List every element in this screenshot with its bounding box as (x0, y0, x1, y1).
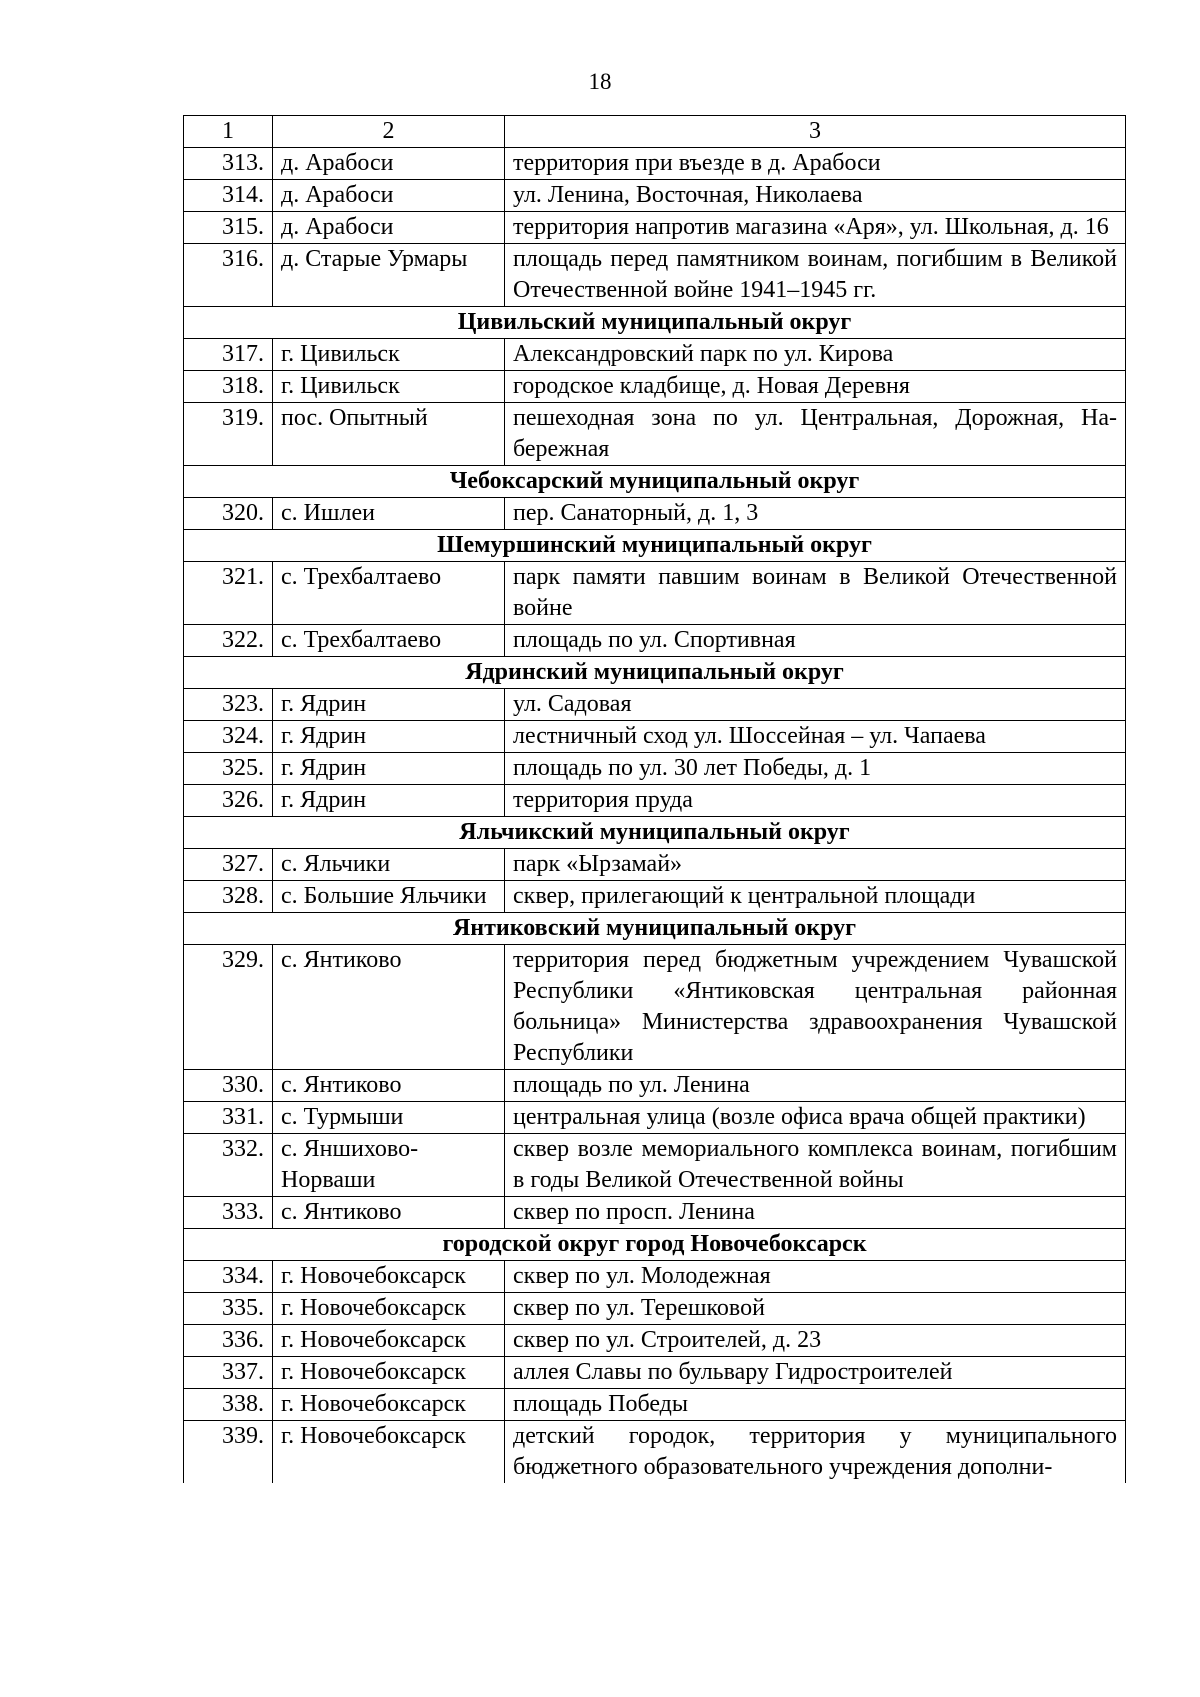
table-row (184, 180, 1126, 212)
settlement-cell: пос. Опытный (273, 403, 505, 466)
section-header-row (184, 1229, 1126, 1261)
description-cell: площадь по ул. Спортивная (505, 625, 1126, 657)
table-body (184, 116, 1126, 1484)
row-number-cell: 328. (184, 881, 273, 913)
table-row (184, 339, 1126, 371)
settlement-cell: д. Арабоси (273, 180, 505, 212)
row-number-cell: 318. (184, 371, 273, 403)
row-number-cell: 336. (184, 1325, 273, 1357)
row-number-cell: 339. (184, 1421, 273, 1484)
description-cell: лестничный сход ул. Шоссейная – ул. Чапаева (505, 721, 1126, 753)
description-cell: территория напротив магазина «Аря», ул. Школьная, д. 16 (505, 212, 1126, 244)
table-row (184, 1134, 1126, 1197)
description-cell: центральная улица (возле офиса врача общей практики) (505, 1102, 1126, 1134)
description-cell: пер. Санаторный, д. 1, 3 (505, 498, 1126, 530)
table-row (184, 721, 1126, 753)
settlement-cell: г. Новочебоксарск (273, 1421, 505, 1484)
section-header-row (184, 657, 1126, 689)
row-number-cell: 334. (184, 1261, 273, 1293)
row-number-cell: 337. (184, 1357, 273, 1389)
section-title: Шемуршинский муниципальный округ (184, 530, 1126, 562)
section-header-row (184, 466, 1126, 498)
section-header-row (184, 307, 1126, 339)
settlement-cell: г. Цивильск (273, 339, 505, 371)
table-row (184, 881, 1126, 913)
row-number-cell: 332. (184, 1134, 273, 1197)
row-number-cell: 326. (184, 785, 273, 817)
row-number-cell: 327. (184, 849, 273, 881)
page-number: 18 (588, 69, 612, 94)
settlement-cell: г. Новочебоксарск (273, 1389, 505, 1421)
header-col-3: 3 (505, 116, 1126, 148)
table-row (184, 625, 1126, 657)
row-number-cell: 317. (184, 339, 273, 371)
table-row (184, 1070, 1126, 1102)
row-number-cell: 331. (184, 1102, 273, 1134)
settlement-cell: с. Трехбалтаево (273, 625, 505, 657)
table-row (184, 562, 1126, 625)
settlement-cell: с. Янтиково (273, 945, 505, 1070)
description-cell: сквер по ул. Молодежная (505, 1261, 1126, 1293)
table-row (184, 849, 1126, 881)
row-number-cell: 333. (184, 1197, 273, 1229)
description-cell: ул. Садовая (505, 689, 1126, 721)
description-cell: сквер по просп. Ленина (505, 1197, 1126, 1229)
table-row (184, 244, 1126, 307)
settlement-cell: с. Янтиково (273, 1197, 505, 1229)
description-cell: ул. Ленина, Восточная, Николаева (505, 180, 1126, 212)
section-header-row (184, 817, 1126, 849)
description-cell: аллея Славы по бульвару Гидростроителей (505, 1357, 1126, 1389)
table-row (184, 498, 1126, 530)
table-row (184, 785, 1126, 817)
table-row (184, 753, 1126, 785)
section-title: Яльчикский муниципальный округ (184, 817, 1126, 849)
table-row (184, 689, 1126, 721)
row-number-cell: 320. (184, 498, 273, 530)
table-header-row (184, 116, 1126, 148)
section-title: Чебоксарский муниципальный округ (184, 466, 1126, 498)
description-cell: территория при въезде в д. Арабоси (505, 148, 1126, 180)
description-cell: сквер по ул. Терешковой (505, 1293, 1126, 1325)
row-number-cell: 338. (184, 1389, 273, 1421)
settlement-cell: г. Новочебоксарск (273, 1325, 505, 1357)
table-row (184, 403, 1126, 466)
settlement-cell: г. Ядрин (273, 785, 505, 817)
description-cell: площадь по ул. 30 лет Победы, д. 1 (505, 753, 1126, 785)
table-row (184, 1293, 1126, 1325)
row-number-cell: 313. (184, 148, 273, 180)
settlement-cell: с. Ишлеи (273, 498, 505, 530)
row-number-cell: 315. (184, 212, 273, 244)
table-row (184, 1197, 1126, 1229)
settlement-cell: г. Цивильск (273, 371, 505, 403)
settlement-cell: г. Ядрин (273, 721, 505, 753)
description-cell: площадь по ул. Ленина (505, 1070, 1126, 1102)
description-cell: сквер, прилегающий к центральной площади (505, 881, 1126, 913)
settlement-cell: д. Арабоси (273, 148, 505, 180)
header-col-1: 1 (184, 116, 273, 148)
section-title: Янтиковский муниципальный округ (184, 913, 1126, 945)
table-row (184, 148, 1126, 180)
settlement-cell: с. Яншихово-Норваши (273, 1134, 505, 1197)
section-title: Ядринский муниципальный округ (184, 657, 1126, 689)
row-number-cell: 323. (184, 689, 273, 721)
description-cell: парк памяти павшим воинам в Великой Отечественной войне (505, 562, 1126, 625)
description-cell: Александровский парк по ул. Кирова (505, 339, 1126, 371)
table-row (184, 1421, 1126, 1484)
settlement-cell: с. Турмыши (273, 1102, 505, 1134)
table-row (184, 371, 1126, 403)
row-number-cell: 325. (184, 753, 273, 785)
table-row (184, 945, 1126, 1070)
description-cell: территория перед бюджетным учреждением Чувашской Республики «Янтиковская центральная районная больница» Министерства здравоохранения Чувашской Республики (505, 945, 1126, 1070)
section-header-row (184, 530, 1126, 562)
settlement-cell: д. Старые Урмары (273, 244, 505, 307)
description-cell: территория пруда (505, 785, 1126, 817)
row-number-cell: 316. (184, 244, 273, 307)
settlement-cell: г. Новочебоксарск (273, 1357, 505, 1389)
description-cell: площадь Победы (505, 1389, 1126, 1421)
section-title: Цивильский муниципальный округ (184, 307, 1126, 339)
header-col-2: 2 (273, 116, 505, 148)
table-row (184, 212, 1126, 244)
settlement-cell: д. Арабоси (273, 212, 505, 244)
row-number-cell: 329. (184, 945, 273, 1070)
settlement-cell: с. Трехбалтаево (273, 562, 505, 625)
table-row (184, 1389, 1126, 1421)
row-number-cell: 330. (184, 1070, 273, 1102)
table-row (184, 1325, 1126, 1357)
description-cell: сквер возле мемориального комплекса воинам, погибшим в годы Великой Отечественной войны (505, 1134, 1126, 1197)
table-row (184, 1261, 1126, 1293)
settlement-cell: с. Яльчики (273, 849, 505, 881)
description-cell: площадь перед памятником воинам, погибшим в Великой Отечественной войне 1941–1945 гг. (505, 244, 1126, 307)
description-cell: парк «Ырзамай» (505, 849, 1126, 881)
row-number-cell: 319. (184, 403, 273, 466)
section-title: городской округ город Новочебоксарск (184, 1229, 1126, 1261)
row-number-cell: 321. (184, 562, 273, 625)
settlement-cell: с. Янтиково (273, 1070, 505, 1102)
settlement-cell: с. Большие Яльчики (273, 881, 505, 913)
places-table (183, 115, 1126, 1483)
settlement-cell: г. Ядрин (273, 753, 505, 785)
section-header-row (184, 913, 1126, 945)
table-row (184, 1357, 1126, 1389)
description-cell: пешеходная зона по ул. Центральная, Дорожная, Набережная (505, 403, 1126, 466)
row-number-cell: 322. (184, 625, 273, 657)
row-number-cell: 335. (184, 1293, 273, 1325)
settlement-cell: г. Ядрин (273, 689, 505, 721)
row-number-cell: 314. (184, 180, 273, 212)
settlement-cell: г. Новочебоксарск (273, 1261, 505, 1293)
description-cell: городское кладбище, д. Новая Деревня (505, 371, 1126, 403)
description-cell: сквер по ул. Строителей, д. 23 (505, 1325, 1126, 1357)
description-cell: детский городок, территория у муниципального бюджетного образовательного учреждения дополни- (505, 1421, 1126, 1484)
settlement-cell: г. Новочебоксарск (273, 1293, 505, 1325)
row-number-cell: 324. (184, 721, 273, 753)
table-row (184, 1102, 1126, 1134)
